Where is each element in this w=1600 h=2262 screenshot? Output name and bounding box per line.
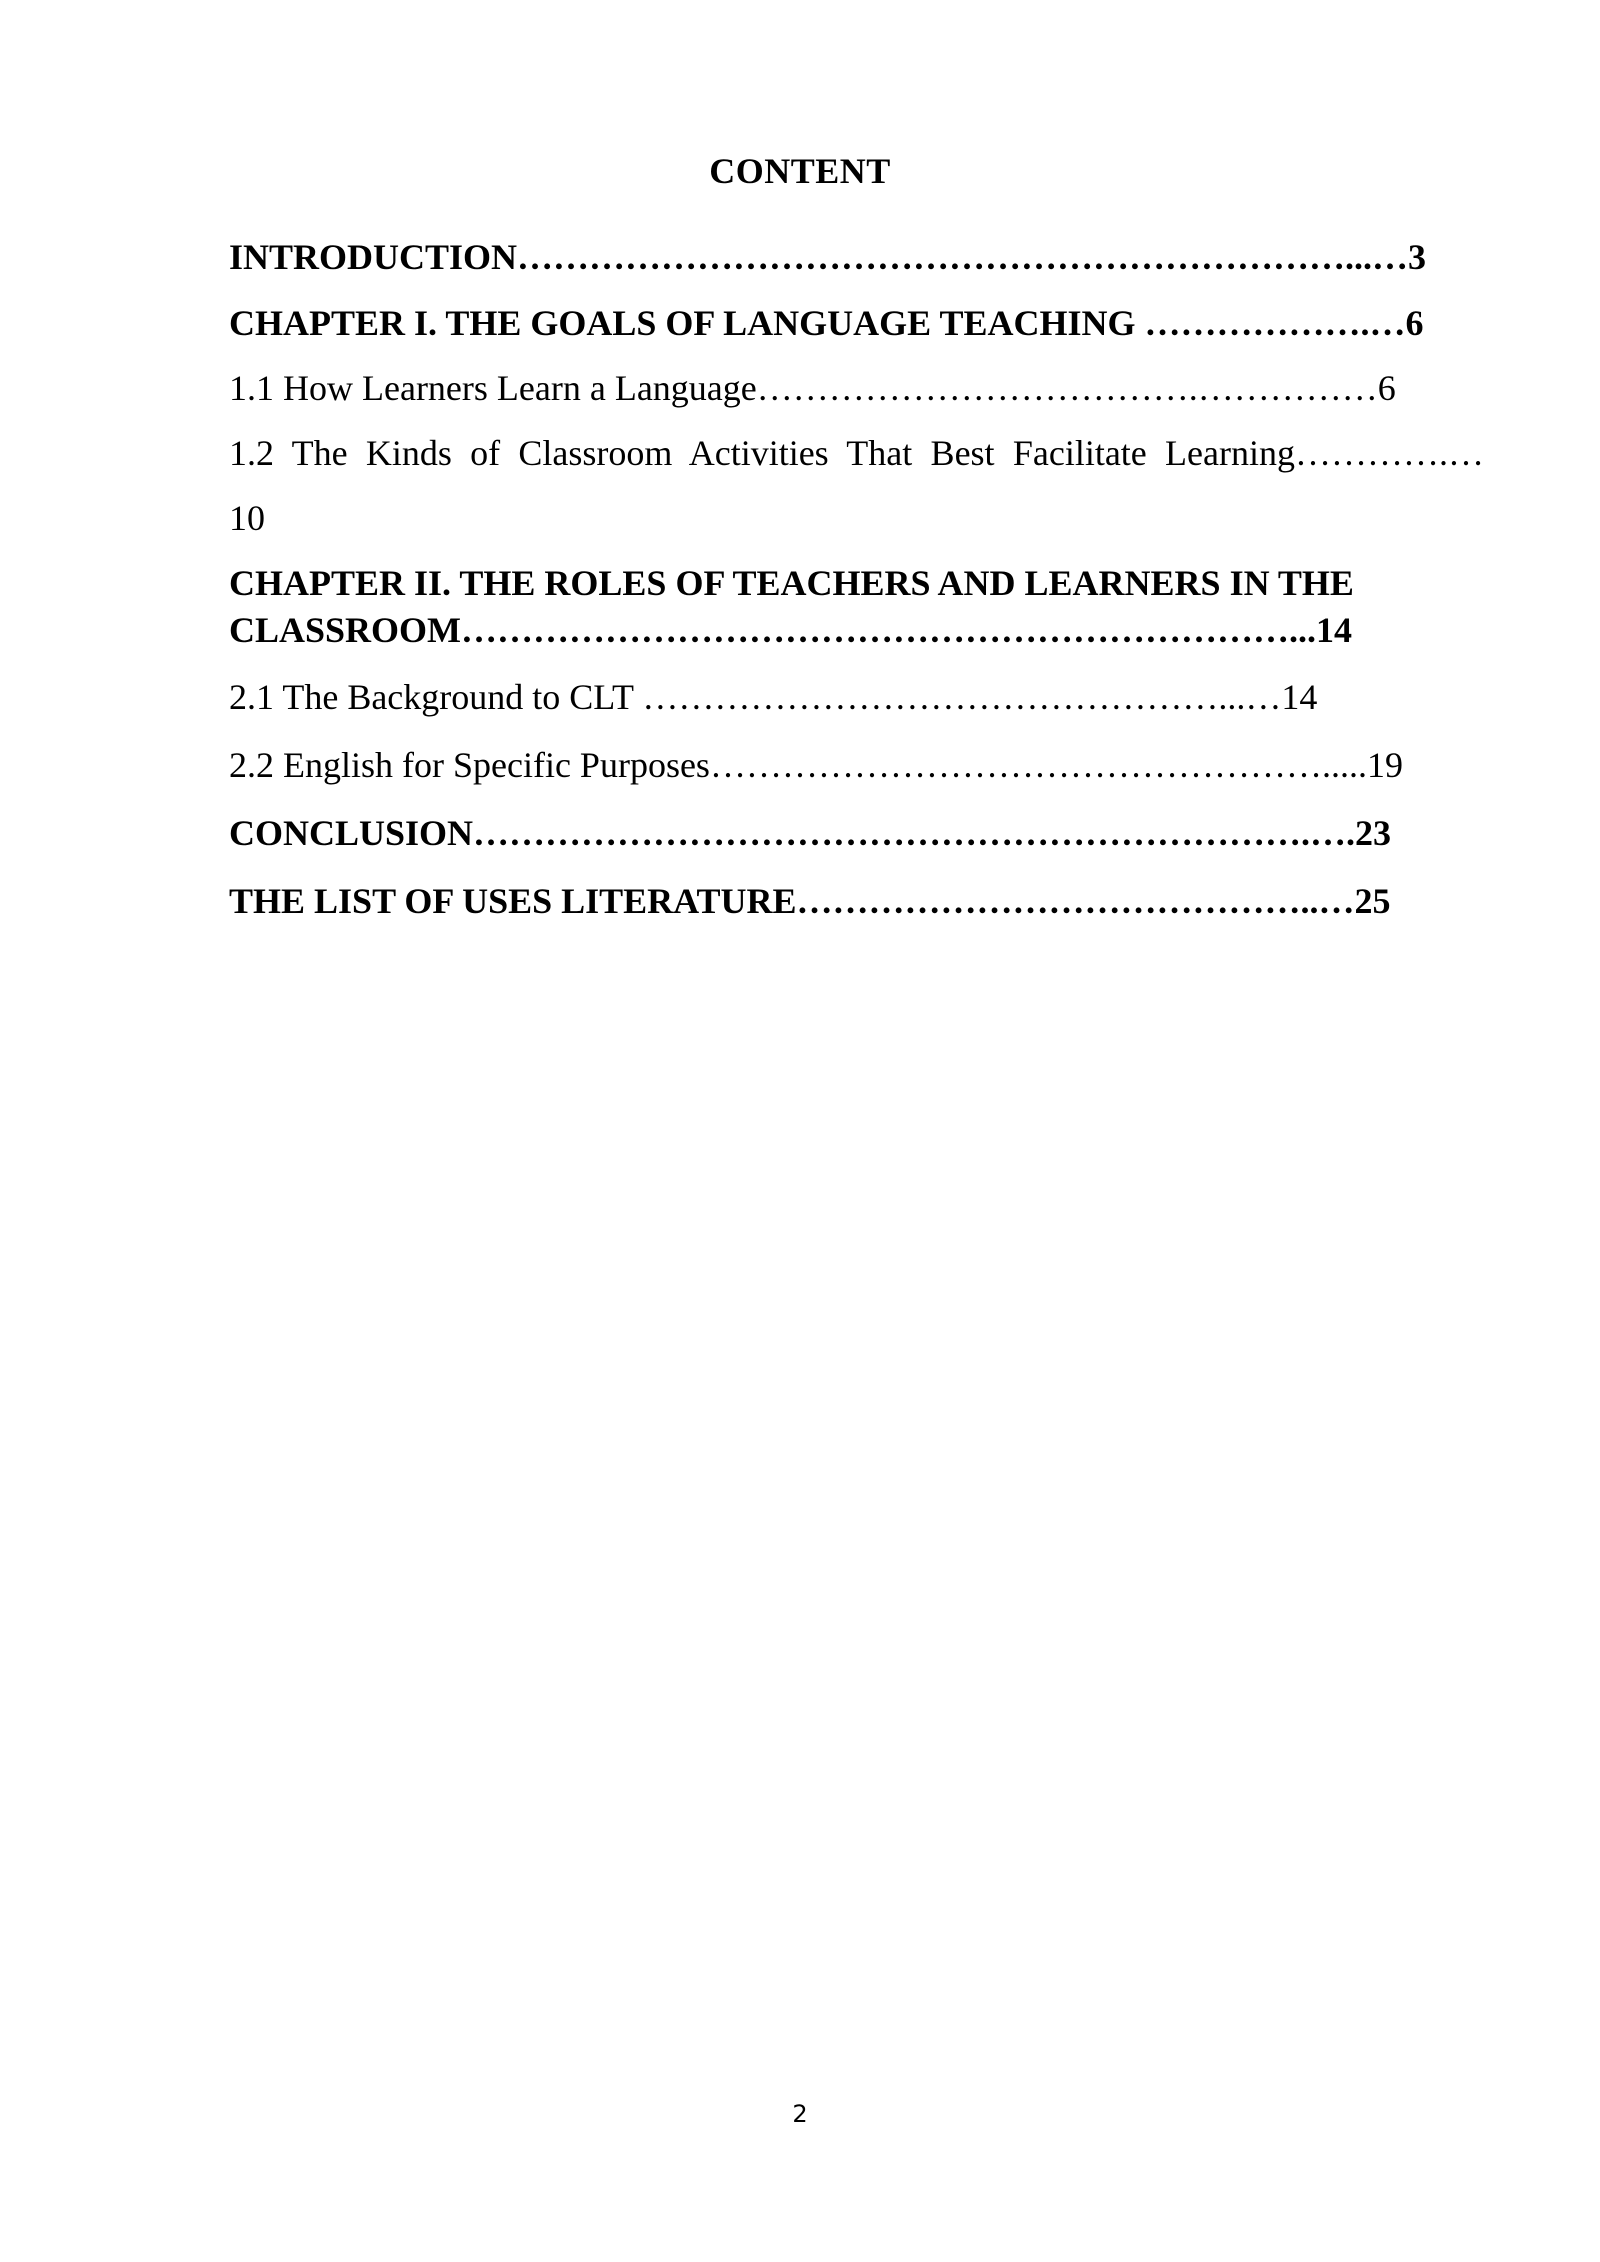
toc-entry-section-2-2: 2.2 English for Specific Purposes…………………………………………….....19 [229,745,1403,785]
toc-entry-section-1-2-page: 10 [229,498,265,538]
toc-entry-section-1-1: 1.1 How Learners Learn a Language……………………………….……………6 [229,368,1396,408]
toc-entry-chapter-1: CHAPTER I. THE GOALS OF LANGUAGE TEACHING ……………….…6 [229,303,1424,343]
toc-entry-conclusion: CONCLUSION…………………………………………………………….….23 [229,813,1392,853]
toc-entry-literature: THE LIST OF USES LITERATURE……………………………………..…25 [229,881,1391,921]
toc-entry-introduction: INTRODUCTION……………………………………………………………...…3 [229,237,1427,277]
toc-entry-chapter-2: CHAPTER II. THE ROLES OF TEACHERS AND LEARNERS IN THE [229,563,1354,603]
toc-entry-section-2-1: 2.1 The Background to CLT …………………………………………...…14 [229,677,1318,717]
toc-entry-chapter-2-continued: CLASSROOM……………………………………………………………...14 [229,610,1353,650]
page-title: CONTENT [709,151,891,191]
toc-entry-section-1-2: 1.2 The Kinds of Classroom Activities That Best Facilitate Learning………….… [229,433,1484,473]
page-number: 2 [792,2100,808,2128]
